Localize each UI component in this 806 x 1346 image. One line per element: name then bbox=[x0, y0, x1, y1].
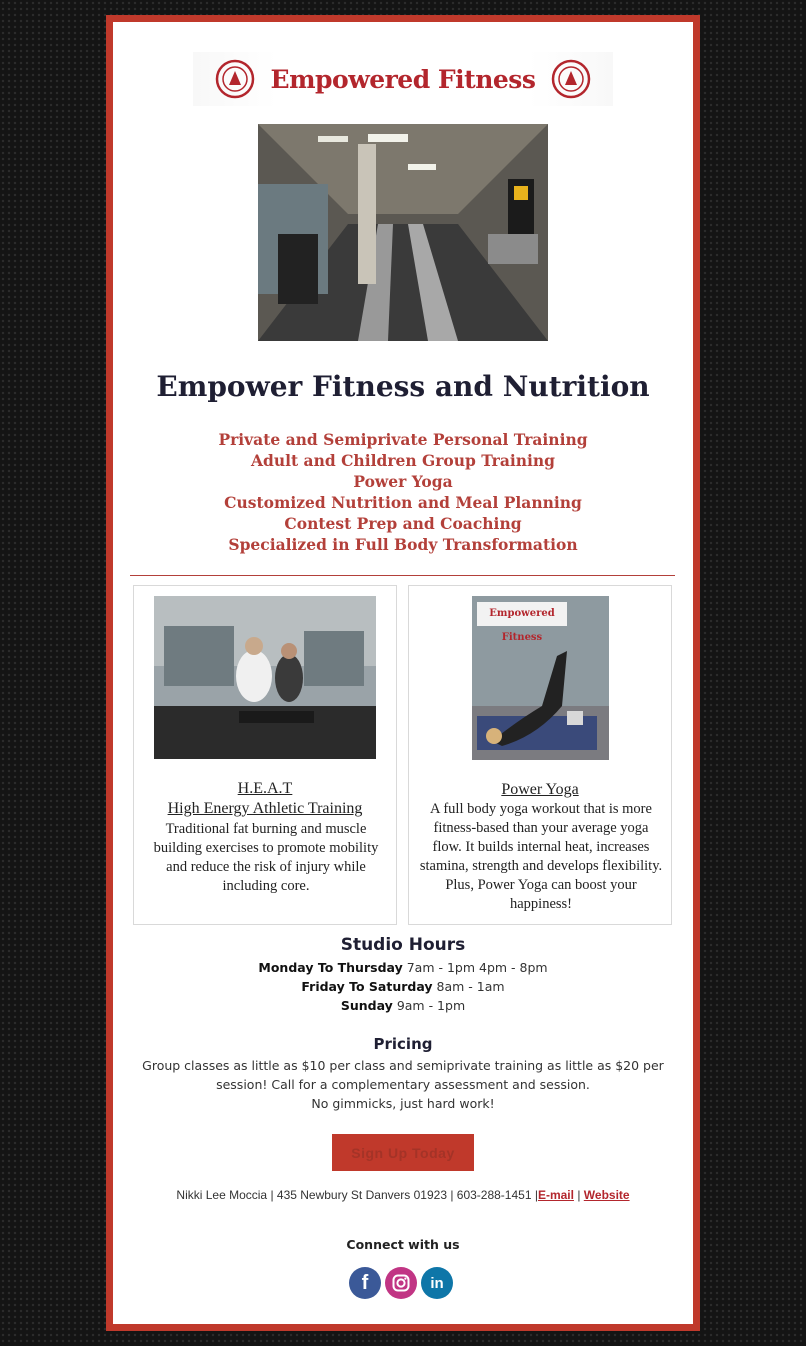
brand-logo bbox=[193, 52, 613, 106]
service-item: Adult and Children Group Training bbox=[250, 451, 556, 470]
page-title: Empower Fitness and Nutrition bbox=[156, 370, 650, 403]
contact-info: Nikki Lee Moccia | 435 Newbury St Danvers 01923 | 603-288-1451 | bbox=[176, 1188, 538, 1202]
services-list bbox=[113, 429, 693, 555]
hours-row bbox=[113, 996, 693, 1015]
linkedin-glyph: in bbox=[430, 1274, 444, 1292]
service-item: Specialized in Full Body Transformation bbox=[228, 535, 578, 554]
section-divider bbox=[130, 575, 675, 576]
hours-times: 7am - 1pm 4pm - 8pm bbox=[406, 960, 548, 975]
service-item: Customized Nutrition and Meal Planning bbox=[224, 493, 582, 512]
pricing-text bbox=[133, 1056, 673, 1113]
yoga-banner: Empowered Fitness bbox=[477, 602, 567, 626]
heat-subheading[interactable]: High Energy Athletic Training bbox=[167, 800, 363, 817]
connect-label: Connect with us bbox=[346, 1237, 460, 1252]
pricing-title: Pricing bbox=[373, 1035, 433, 1053]
heat-training-photo bbox=[154, 596, 376, 759]
service-item: Contest Prep and Coaching bbox=[284, 514, 522, 533]
hours-days: Sunday bbox=[340, 998, 393, 1013]
heat-panel bbox=[133, 585, 397, 925]
crest-icon bbox=[215, 59, 255, 99]
logo-text: Empowered Fitness bbox=[270, 64, 536, 94]
crest-icon bbox=[551, 59, 591, 99]
yoga-heading[interactable]: Power Yoga bbox=[501, 781, 579, 798]
hours-times: 8am - 1am bbox=[436, 979, 505, 994]
gym-interior-photo bbox=[258, 124, 548, 341]
facebook-glyph: f bbox=[361, 1271, 369, 1294]
facebook-icon[interactable] bbox=[349, 1267, 381, 1299]
website-link[interactable]: Website bbox=[583, 1188, 630, 1202]
linkedin-icon[interactable] bbox=[421, 1267, 453, 1299]
service-item: Private and Semiprivate Personal Training bbox=[218, 430, 588, 449]
hours-days: Friday To Saturday bbox=[301, 979, 433, 994]
sign-up-button[interactable]: Sign Up Today bbox=[332, 1134, 474, 1171]
instagram-icon[interactable] bbox=[385, 1267, 417, 1299]
hours-row bbox=[113, 958, 693, 977]
yoga-panel bbox=[408, 585, 672, 925]
hours-times: 9am - 1pm bbox=[396, 998, 466, 1013]
email-link[interactable]: E-mail bbox=[537, 1188, 574, 1202]
footer-separator: | bbox=[577, 1188, 581, 1202]
yoga-description: A full body yoga workout that is more fitness-based than your average yoga flow. It builds internal heat, increases stamina, strength and develops flexibility. Plus, Power Yoga can boost your happiness! bbox=[419, 801, 663, 912]
contact-footer bbox=[113, 1188, 693, 1202]
hours-title: Studio Hours bbox=[340, 935, 466, 955]
hours-days: Monday To Thursday bbox=[258, 960, 403, 975]
pricing-tagline: No gimmicks, just hard work! bbox=[311, 1096, 495, 1111]
heat-heading[interactable]: H.E.A.T bbox=[237, 780, 293, 797]
service-item: Power Yoga bbox=[353, 472, 453, 491]
power-yoga-photo bbox=[472, 596, 609, 760]
hours-row bbox=[113, 977, 693, 996]
heat-description: Traditional fat burning and muscle building exercises to promote mobility and reduce the risk of injury while including core. bbox=[153, 821, 379, 894]
pricing-description: Group classes as little as $10 per class and semiprivate training as little as $20 per session! Call for a complementary assessment and session. bbox=[142, 1058, 664, 1092]
